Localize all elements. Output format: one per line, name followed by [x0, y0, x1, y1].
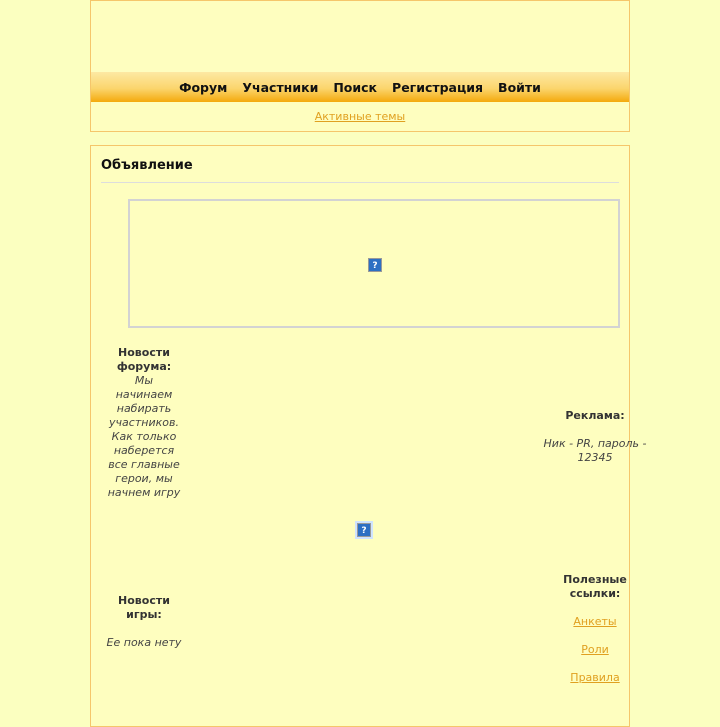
- useful-links-label: Полезные ссылки:: [563, 573, 627, 600]
- game-news-block: [105, 594, 183, 650]
- useful-links-block: [553, 573, 637, 685]
- nav-search[interactable]: Поиск: [333, 79, 378, 95]
- announcement-title: Объявление: [101, 158, 193, 173]
- announcement-panel: [90, 145, 647, 727]
- game-news-text: Ее пока нету: [106, 636, 182, 649]
- game-news-label: Новости игры:: [118, 594, 170, 621]
- nav-members[interactable]: Участники: [242, 79, 319, 95]
- forum-news-label: Новости форума:: [116, 346, 172, 373]
- main-navbar: [91, 72, 629, 102]
- link-rules[interactable]: Правила: [570, 671, 620, 684]
- link-profiles[interactable]: Анкеты: [573, 615, 617, 628]
- forum-news-block: [105, 346, 183, 500]
- active-topics-link[interactable]: Активные темы: [314, 110, 406, 123]
- nav-login[interactable]: Войти: [498, 79, 541, 95]
- nav-register[interactable]: Регистрация: [392, 79, 484, 95]
- site-header: [90, 0, 630, 132]
- ads-text: Ник - PR, пароль - 12345: [543, 437, 647, 464]
- ads-block: [543, 409, 647, 465]
- ads-label: Реклама:: [565, 409, 625, 422]
- broken-image-icon: ?: [368, 258, 382, 272]
- title-divider: [101, 182, 619, 183]
- broken-image-icon: ?: [357, 523, 371, 537]
- nav-forum[interactable]: Форум: [179, 79, 228, 95]
- forum-news-text: Мы начинаем набирать участников. Как только наберется все главные герои, мы начнем игру: [107, 374, 181, 499]
- link-roles[interactable]: Роли: [581, 643, 609, 656]
